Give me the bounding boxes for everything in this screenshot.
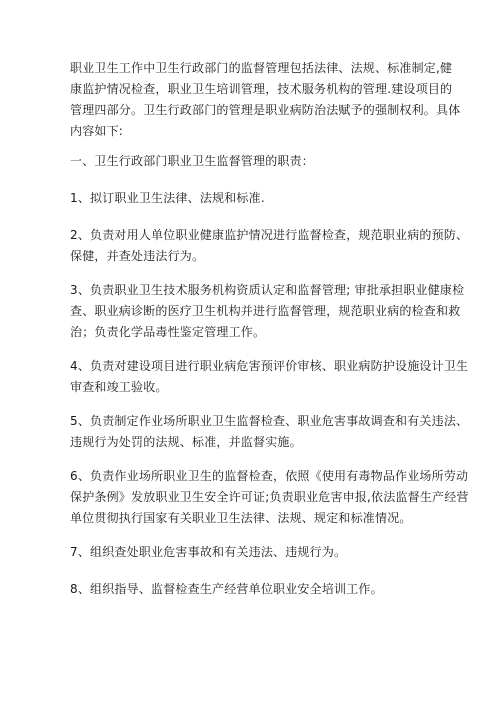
duty-item-3 <box>70 280 465 343</box>
intro-line: 管理四部分。卫生行政部门的管理是职业病防治法赋予的强制权利。具体 <box>70 103 461 117</box>
duty-line: 1、拟订职业卫生法律、法规和标准. <box>70 191 265 205</box>
duty-line: 保护条例》发放职业卫生安全许可证;负责职业危害申报,依法监督生产经营 <box>70 490 469 504</box>
duty-item-2 <box>70 225 469 267</box>
duty-item-1 <box>70 188 440 209</box>
duty-line: 治；负责化学品毒性鉴定管理工作。 <box>70 325 266 339</box>
duty-line: 保健，并查处违法行为。 <box>70 249 205 263</box>
duty-line: 查、职业病诊断的医疗卫生机构并进行监督管理，规范职业病的检查和救 <box>70 304 461 318</box>
intro-paragraph <box>70 58 461 142</box>
intro-line: 职业卫生工作中卫生行政部门的监督管理包括法律、法规、标准制定,健 <box>70 61 453 75</box>
duty-line: 2、负责对用人单位职业健康监护情况进行监督检查，规范职业病的预防、 <box>70 228 469 242</box>
document-page <box>70 58 469 600</box>
duty-line: 3、负责职业卫生技术服务机构资质认定和监督管理; 审批承担职业健康检 <box>70 283 465 297</box>
duty-item-4 <box>70 356 469 398</box>
duty-line: 5、负责制定作业场所职业卫生监督检查、职业危害事故调查和有关违法、 <box>70 414 469 428</box>
duty-line: 8、组织指导、监督检查生产经营单位职业安全培训工作。 <box>70 582 383 596</box>
duty-line: 审查和竣工验收。 <box>70 380 168 394</box>
duty-item-5 <box>70 411 469 453</box>
intro-line: 康监护情况检查，职业卫生培训管理，技术服务机构的管理.建设项目的 <box>70 82 453 96</box>
duty-line: 6、负责作业场所职业卫生的监督检查，依照《使用有毒物品作业场所劳动 <box>70 469 469 483</box>
duty-line: 违规行为处罚的法规、标准，并监督实施。 <box>70 435 302 449</box>
intro-line: 内容如下: <box>70 124 124 138</box>
duty-line: 单位贯彻执行国家有关职业卫生法律、法规、规定和标准情况。 <box>70 511 412 525</box>
section-heading: 一、卫生行政部门职业卫生监督管理的职责： <box>70 154 315 168</box>
duty-item-7 <box>70 542 440 563</box>
duty-item-8 <box>70 579 440 600</box>
duty-item-6 <box>70 466 469 529</box>
duty-line: 4、负责对建设项目进行职业病危害预评价审核、职业病防护设施设计卫生 <box>70 359 469 373</box>
duty-line: 7、组织查处职业危害事故和有关违法、违规行为。 <box>70 545 347 559</box>
